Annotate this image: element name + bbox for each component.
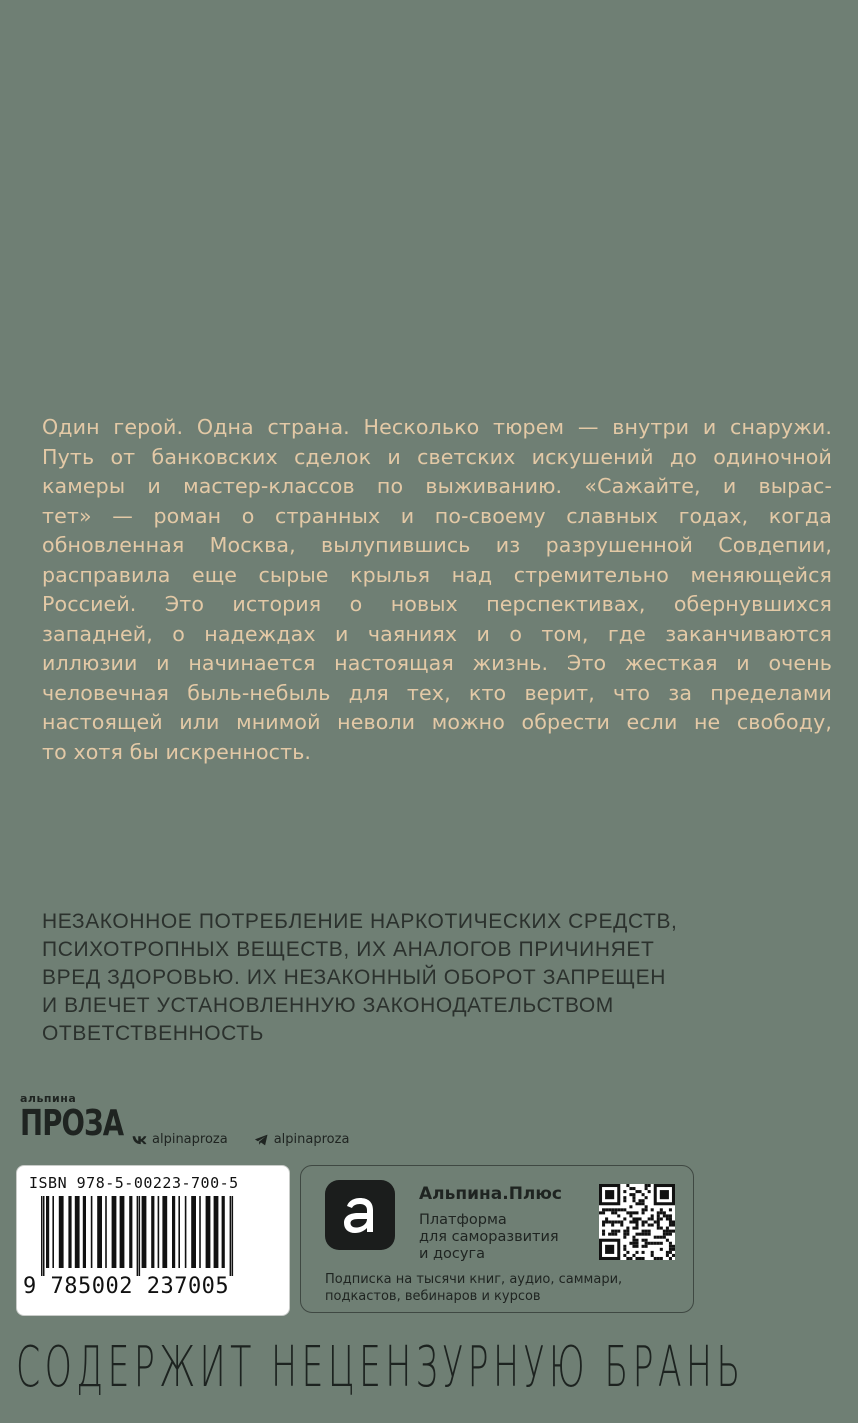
barcode-bar: [142, 1196, 147, 1268]
qr-module: [645, 1196, 648, 1199]
qr-module: [626, 1184, 629, 1187]
qr-module: [666, 1251, 669, 1254]
social-vk[interactable]: [132, 1132, 228, 1147]
qr-module: [645, 1233, 648, 1236]
qr-module: [669, 1220, 672, 1223]
qr-module: [645, 1230, 648, 1233]
qr-module: [666, 1217, 669, 1220]
qr-module: [645, 1208, 648, 1211]
qr-module: [632, 1193, 635, 1196]
alpina-plus-logo-icon: [325, 1180, 395, 1250]
qr-module: [623, 1208, 626, 1211]
qr-module: [623, 1254, 626, 1257]
social-links: [132, 1132, 349, 1147]
warning-line: ОТВЕТСТВЕННОСТЬ: [42, 1022, 265, 1045]
qr-module: [648, 1230, 651, 1233]
plus-subtitle-line: и досуга: [419, 1246, 485, 1262]
qr-module: [660, 1257, 663, 1260]
qr-module: [654, 1236, 657, 1239]
blurb-line: западней, о надеждах и чаяниях и о том, где заканчиваются: [42, 621, 832, 646]
qr-module: [629, 1205, 632, 1208]
qr-module: [642, 1202, 645, 1205]
barcode-bar: [120, 1196, 125, 1268]
qr-module: [639, 1217, 642, 1220]
qr-module: [648, 1224, 651, 1227]
barcode-bar: [206, 1196, 211, 1268]
isbn-text: ISBN 978-5-00223-700-5: [29, 1174, 239, 1192]
qr-module: [623, 1230, 626, 1233]
qr-module: [642, 1230, 645, 1233]
qr-module: [632, 1196, 635, 1199]
qr-module: [632, 1236, 635, 1239]
qr-module: [632, 1199, 635, 1202]
blurb-line: камеры и мастер-классов по выживанию. «Сажайте, и вырас-: [42, 474, 832, 498]
qr-module: [611, 1224, 614, 1227]
qr-module: [620, 1224, 623, 1227]
qr-module: [642, 1257, 645, 1260]
qr-module: [626, 1233, 629, 1236]
qr-module: [635, 1239, 638, 1242]
qr-module: [651, 1224, 654, 1227]
barcode-bar: [83, 1196, 86, 1268]
qr-module: [642, 1193, 645, 1196]
barcode-bar: [172, 1196, 175, 1268]
qr-module: [663, 1236, 666, 1239]
qr-module: [669, 1224, 672, 1227]
qr-module: [648, 1184, 651, 1187]
qr-module: [672, 1230, 675, 1233]
qr-module: [669, 1257, 672, 1260]
qr-module: [632, 1245, 635, 1248]
qr-module: [617, 1214, 620, 1217]
qr-module: [654, 1242, 657, 1245]
qr-module: [626, 1230, 629, 1233]
publisher-big: ПРОЗА: [20, 1103, 124, 1144]
qr-module: [654, 1257, 657, 1260]
qr-module: [626, 1257, 629, 1260]
plus-subtitle: [419, 1212, 559, 1263]
qr-module: [666, 1254, 669, 1257]
qr-module: [605, 1220, 608, 1223]
barcode-bar: [230, 1196, 232, 1276]
plus-subtitle-line: для саморазвития: [419, 1229, 559, 1245]
qr-module: [602, 1220, 605, 1223]
telegram-icon: [254, 1134, 269, 1146]
alpina-plus-promo: [300, 1165, 694, 1313]
qr-module: [654, 1220, 657, 1223]
qr-module: [663, 1230, 666, 1233]
barcode-bar: [222, 1196, 225, 1268]
letter-a-icon: [337, 1192, 383, 1238]
warning-line: ПСИХОТРОПНЫХ ВЕЩЕСТВ, ИХ АНАЛОГОВ ПРИЧИНЯЕТ: [42, 938, 655, 961]
qr-module: [599, 1211, 602, 1214]
barcode-bar: [68, 1196, 71, 1268]
qr-module: [657, 1236, 660, 1239]
qr-module: [672, 1220, 675, 1223]
qr-module: [648, 1190, 651, 1193]
qr-module: [629, 1211, 632, 1214]
qr-module: [669, 1233, 672, 1236]
barcode-bar: [75, 1196, 80, 1268]
qr-module: [672, 1248, 675, 1251]
qr-module: [657, 1217, 660, 1220]
qr-module: [629, 1242, 632, 1245]
qr-module: [672, 1224, 675, 1227]
qr-module: [660, 1248, 663, 1251]
qr-module: [626, 1211, 629, 1214]
barcode-bar: [43, 1196, 45, 1276]
qr-module: [629, 1257, 632, 1260]
barcode-bar: [97, 1196, 102, 1268]
qr-module: [642, 1208, 645, 1211]
qr-module: [672, 1245, 675, 1248]
qr-module: [629, 1187, 632, 1190]
qr-module: [608, 1208, 611, 1211]
barcode-bar: [214, 1196, 219, 1268]
book-blurb: [42, 413, 832, 767]
qr-module: [645, 1245, 648, 1248]
qr-module: [629, 1193, 632, 1196]
qr-module: [614, 1230, 617, 1233]
warning-line: ВРЕД ЗДОРОВЬЮ. ИХ НЕЗАКОННЫЙ ОБОРОТ ЗАПРЕЩЕН: [42, 966, 666, 989]
qr-module: [642, 1199, 645, 1202]
barcode-bar: [105, 1196, 107, 1268]
barcode-bar: [191, 1196, 196, 1268]
plus-title: Альпина.Плюс: [419, 1184, 562, 1204]
qr-module: [651, 1242, 654, 1245]
barcode-bar: [162, 1196, 167, 1268]
qr-module: [632, 1254, 635, 1257]
qr-module: [614, 1211, 617, 1214]
qr-module: [642, 1211, 645, 1214]
qr-module: [602, 1211, 605, 1214]
plus-desc-line: подкастов, вебинаров и курсов: [325, 1289, 541, 1304]
qr-module: [639, 1199, 642, 1202]
qr-module: [611, 1230, 614, 1233]
qr-module: [645, 1184, 648, 1187]
barcode-bar: [151, 1196, 154, 1268]
qr-module: [632, 1220, 635, 1223]
qr-module: [635, 1211, 638, 1214]
blurb-line: иллюзии и начинается настоящая жизнь. Это жесткая и очень: [42, 651, 832, 675]
qr-module: [660, 1208, 663, 1211]
qr-module: [645, 1187, 648, 1190]
qr-module: [642, 1224, 645, 1227]
blurb-line: то хотя бы искренность.: [42, 739, 312, 764]
qr-module: [611, 1220, 614, 1223]
barcode-bar: [232, 1196, 234, 1276]
blurb-line: настоящей или мнимой неволи можно обрести если не свободу,: [42, 710, 832, 734]
qr-module: [611, 1208, 614, 1211]
blurb-line: тет» — роман о странных и по-своему славных годах, когда: [42, 503, 832, 528]
qr-module: [620, 1220, 623, 1223]
isbn-barcode-box: [16, 1165, 290, 1316]
qr-module: [648, 1242, 651, 1245]
qr-module: [623, 1196, 626, 1199]
qr-module: [660, 1190, 669, 1199]
qr-module: [602, 1208, 605, 1211]
qr-module: [645, 1239, 648, 1242]
plus-subtitle-line: Платформа: [419, 1212, 507, 1228]
profanity-warning-banner: СОДЕРЖИТ НЕЦЕНЗУРНУЮ БРАНЬ: [16, 1335, 745, 1400]
qr-module: [642, 1239, 645, 1242]
qr-module: [651, 1251, 654, 1254]
qr-module: [666, 1230, 669, 1233]
qr-module: [666, 1227, 669, 1230]
qr-module: [635, 1245, 638, 1248]
qr-module: [666, 1214, 669, 1217]
barcode-bar: [158, 1196, 160, 1268]
qr-module: [623, 1217, 626, 1220]
blurb-line: Один герой. Одна страна. Несколько тюрем — внутри и снаружи.: [42, 415, 832, 439]
qr-module: [642, 1220, 645, 1223]
qr-module: [632, 1217, 635, 1220]
barcode-bar: [46, 1196, 49, 1268]
qr-module: [657, 1211, 660, 1214]
qr-module: [629, 1220, 632, 1223]
qr-module: [660, 1217, 663, 1220]
barcode-bar: [199, 1196, 201, 1268]
qr-module: [639, 1233, 642, 1236]
qr-module: [645, 1205, 648, 1208]
qr-module: [669, 1208, 672, 1211]
qr-module: [666, 1239, 669, 1242]
qr-module: [651, 1254, 654, 1257]
qr-module: [635, 1251, 638, 1254]
qr-module: [605, 1208, 608, 1211]
qr-module: [663, 1211, 666, 1214]
qr-module: [660, 1211, 663, 1214]
qr-module: [642, 1245, 645, 1248]
qr-module: [635, 1233, 638, 1236]
barcode-bar: [129, 1196, 132, 1268]
qr-module: [602, 1233, 605, 1236]
qr-module: [669, 1214, 672, 1217]
qr-module: [645, 1220, 648, 1223]
qr-module: [639, 1257, 642, 1260]
blurb-line: обновленная Москва, вылупившись из разрушенной Совдепии,: [42, 533, 832, 557]
qr-module: [663, 1214, 666, 1217]
qr-module: [635, 1227, 638, 1230]
barcode-bar: [112, 1196, 117, 1268]
qr-module: [620, 1208, 623, 1211]
qr-module: [605, 1190, 614, 1199]
qr-module: [623, 1233, 626, 1236]
qr-module: [657, 1214, 660, 1217]
qr-module: [635, 1257, 638, 1260]
qr-module: [623, 1248, 626, 1251]
barcode-bar: [185, 1196, 187, 1268]
qr-module: [651, 1208, 654, 1211]
qr-module: [635, 1242, 638, 1245]
qr-module: [648, 1233, 651, 1236]
qr-module: [632, 1187, 635, 1190]
qr-module: [648, 1217, 651, 1220]
qr-module: [669, 1217, 672, 1220]
qr-module: [617, 1220, 620, 1223]
qr-module: [639, 1190, 642, 1193]
qr-module: [632, 1242, 635, 1245]
qr-module: [657, 1242, 660, 1245]
qr-module: [669, 1251, 672, 1254]
barcode-bar: [139, 1196, 141, 1276]
vk-icon: [132, 1134, 147, 1146]
qr-module: [635, 1190, 638, 1193]
qr-module: [611, 1211, 614, 1214]
qr-module: [623, 1236, 626, 1239]
telegram-handle: alpinaproza: [273, 1132, 350, 1147]
qr-module: [629, 1214, 632, 1217]
blurb-line: человечная быль-небыль для тех, кто верит, что за пределами: [42, 680, 832, 705]
qr-module: [626, 1227, 629, 1230]
qr-module: [642, 1251, 645, 1254]
qr-module: [669, 1245, 672, 1248]
qr-module: [632, 1211, 635, 1214]
qr-module: [623, 1199, 626, 1202]
warning-line: НЕЗАКОННОЕ ПОТРЕБЛЕНИЕ НАРКОТИЧЕСКИХ СРЕДСТВ,: [42, 910, 678, 933]
publisher-small: альпина: [20, 1092, 77, 1105]
qr-module: [635, 1202, 638, 1205]
qr-module: [639, 1202, 642, 1205]
qr-module: [669, 1242, 672, 1245]
drug-warning: [42, 908, 822, 1048]
publisher-logo: [20, 1092, 141, 1143]
barcode-bar: [178, 1196, 180, 1268]
qr-module: [626, 1251, 629, 1254]
qr-module: [660, 1242, 663, 1245]
qr-module: [614, 1233, 617, 1236]
plus-desc-line: Подписка на тысячи книг, аудио, саммари,: [325, 1272, 623, 1287]
qr-code-icon[interactable]: [599, 1184, 675, 1260]
qr-module: [608, 1233, 611, 1236]
qr-module: [635, 1217, 638, 1220]
warning-line: И ВЛЕЧЕТ УСТАНОВЛЕННУЮ ЗАКОНОДАТЕЛЬСТВОМ: [42, 994, 614, 1017]
barcode-bar: [41, 1196, 43, 1276]
barcode-bar: [59, 1196, 64, 1268]
barcode-digits: 9 785002 237005: [23, 1274, 230, 1299]
qr-module: [657, 1227, 660, 1230]
qr-module: [666, 1233, 669, 1236]
qr-module: [651, 1214, 654, 1217]
qr-module: [614, 1208, 617, 1211]
qr-module: [657, 1257, 660, 1260]
qr-module: [617, 1230, 620, 1233]
qr-module: [660, 1227, 663, 1230]
qr-module: [614, 1220, 617, 1223]
qr-module: [632, 1239, 635, 1242]
qr-module: [642, 1233, 645, 1236]
qr-module: [672, 1254, 675, 1257]
qr-module: [669, 1248, 672, 1251]
blurb-line: расправила еще сырые крылья над стремительно меняющейся: [42, 562, 832, 587]
qr-module: [605, 1217, 608, 1220]
qr-module: [657, 1220, 660, 1223]
qr-module: [608, 1220, 611, 1223]
barcode-bar: [52, 1196, 54, 1268]
qr-module: [611, 1233, 614, 1236]
vk-handle: alpinaproza: [152, 1132, 228, 1147]
qr-module: [651, 1217, 654, 1220]
qr-module: [602, 1230, 605, 1233]
plus-description: [325, 1271, 622, 1305]
qr-module: [635, 1220, 638, 1223]
qr-module: [623, 1190, 626, 1193]
qr-module: [605, 1245, 614, 1254]
qr-module: [623, 1245, 626, 1248]
qr-module: [632, 1227, 635, 1230]
qr-module: [657, 1224, 660, 1227]
barcode-bar: [137, 1196, 139, 1276]
barcode: [39, 1196, 271, 1276]
qr-module: [663, 1233, 666, 1236]
qr-module: [660, 1236, 663, 1239]
blurb-line: Путь от банковских сделок и светских искушений до одиночной: [42, 444, 832, 469]
qr-module: [617, 1208, 620, 1211]
qr-module: [645, 1242, 648, 1245]
barcode-bar: [91, 1196, 93, 1268]
blurb-line: Россией. Это история о новых перспективах, обернувшихся: [42, 592, 832, 616]
qr-module: [635, 1224, 638, 1227]
qr-module: [602, 1224, 605, 1227]
social-telegram[interactable]: [254, 1132, 350, 1147]
qr-module: [669, 1230, 672, 1233]
